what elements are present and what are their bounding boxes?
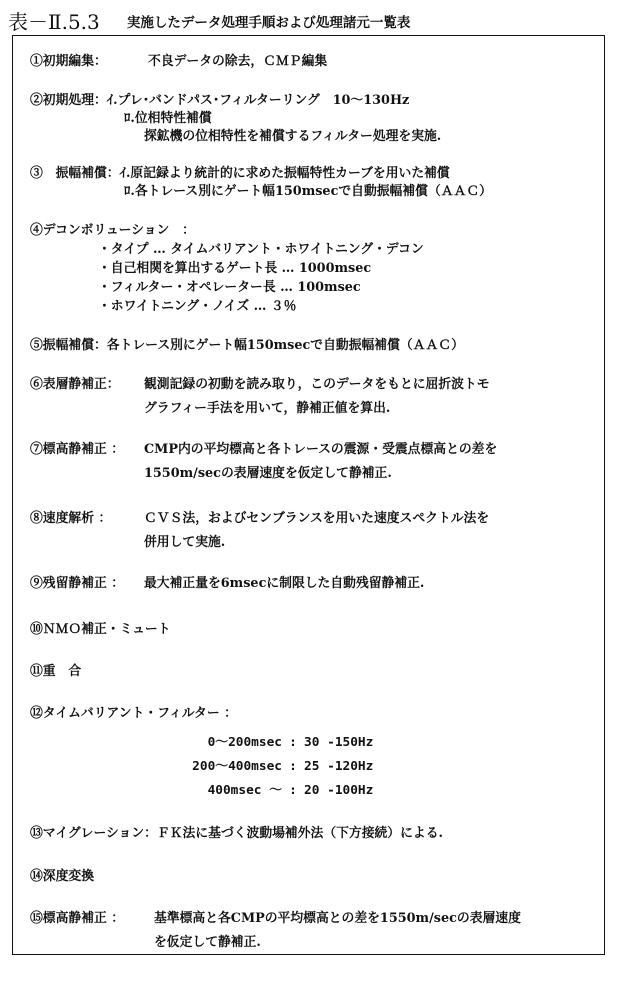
item-6-line-2: グラフィー手法を用いて，静補正値を算出.	[144, 401, 391, 416]
item-11-label: ⑪重 合	[30, 664, 82, 679]
item-5-line-1: 各トレース別にゲート幅150msecで自動振幅補償（ＡＡＣ）	[106, 338, 464, 353]
item-7-line-2: 1550m/secの表層速度を仮定して静補正.	[144, 466, 392, 481]
item-7-row	[30, 442, 497, 458]
item-8-line-2: 併用して実施.	[144, 535, 226, 550]
table-title: 実施したデータ処理手順および処理諸元一覧表	[126, 14, 411, 31]
item-9-label: ⑨残留静補正 ：	[30, 576, 125, 591]
item-2-line-2: ﾛ.位相特性補償	[124, 111, 212, 126]
item-15-row	[30, 911, 521, 927]
filter-row-3	[172, 783, 373, 799]
filter-row-2	[172, 759, 373, 775]
filter-sep-3: :	[289, 783, 297, 798]
item-4-line-2: ・自己相関を算出するゲート長 … 1000msec	[98, 261, 372, 276]
item-7-label: ⑦標高静補正 ：	[30, 442, 125, 457]
item-3-line-1: ｲ.原記録より統計的に求めた振幅特性カーブを用いた補償	[119, 166, 450, 181]
item-13-line-1: ＦＫ法に基づく波動場補外法（下方接続）による.	[156, 826, 443, 841]
item-2-label: ②初期処理：	[30, 93, 107, 108]
item-3-line-2: ﾛ.各トレース別にゲート幅150msecで自動振幅補償（ＡＡＣ）	[124, 184, 492, 199]
item-1-line-1: 不良データの除去，ＣＭＰ編集	[148, 54, 328, 69]
filter-window-3: 400msec ～	[207, 783, 282, 798]
item-13-row	[30, 826, 443, 842]
item-8-label: ⑧速度解析 ：	[30, 511, 112, 526]
item-15-label: ⑮標高静補正 ：	[30, 911, 125, 926]
item-6-row	[30, 377, 490, 393]
filter-band-3: 20 -100Hz	[304, 783, 374, 798]
item-8-line-1: ＣＶＳ法，およびセンブランスを用いた速度スペクトル法を	[144, 511, 490, 526]
filter-window-2: 200～400msec	[192, 759, 282, 774]
item-10-label: ⑩ＮＭＯ補正・ミュート	[30, 622, 171, 637]
item-2-line-3: 探鉱機の位相特性を補償するフィルター処理を実施.	[144, 129, 442, 144]
item-2-row	[30, 93, 409, 109]
filter-sep-2: :	[289, 759, 297, 774]
item-1-label: ①初期編集：	[30, 54, 107, 69]
item-5-row	[30, 338, 464, 354]
item-14-label: ⑭深度変換	[30, 869, 94, 884]
item-5-label: ⑤振幅補償：	[30, 338, 107, 353]
item-9-line-1: 最大補正量を6msecに制限した自動残留静補正.	[144, 576, 425, 591]
item-6-label: ⑥表層静補正：	[30, 377, 120, 392]
item-9-row	[30, 576, 424, 592]
item-12-label: ⑫タイムバリアント・フィルター ：	[30, 706, 237, 721]
item-1-row	[30, 54, 327, 70]
filter-window-1: 0～200msec	[207, 735, 282, 750]
item-6-line-1: 観測記録の初動を読み取り，このデータをもとに屈折波トモ	[144, 377, 490, 392]
item-13-label: ⑬マイグレーション：	[30, 826, 157, 841]
item-4-label: ④デコンボリューション ：	[30, 223, 195, 238]
table-header	[8, 6, 410, 32]
filter-band-2: 25 -120Hz	[304, 759, 374, 774]
item-3-row	[30, 166, 450, 182]
filter-band-1: 30 -150Hz	[304, 735, 374, 750]
item-4-line-1: ・タイプ … タイムバリアント・ホワイトニング・デコン	[98, 242, 424, 257]
item-8-row	[30, 511, 489, 527]
filter-row-1	[172, 735, 373, 751]
item-7-line-1: CMP内の平均標高と各トレースの震源・受震点標高との差を	[144, 442, 498, 457]
item-15-line-1: 基準標高と各CMPの平均標高との差を1550m/secの表層速度	[154, 911, 521, 926]
table-number: 表－Ⅱ.5.3	[8, 10, 100, 34]
item-15-line-2: を仮定して静補正.	[154, 935, 261, 950]
item-2-line-1: ｲ.プレ･バンドパス･フィルターリング 10～130Hz	[106, 93, 410, 108]
item-3-label: ③ 振幅補償：	[30, 166, 120, 181]
item-4-line-3: ・フィルター・オペレーター長 … 100msec	[98, 280, 361, 295]
filter-sep-1: :	[289, 735, 297, 750]
item-4-line-4: ・ホワイトニング・ノイズ … ３％	[98, 299, 297, 314]
